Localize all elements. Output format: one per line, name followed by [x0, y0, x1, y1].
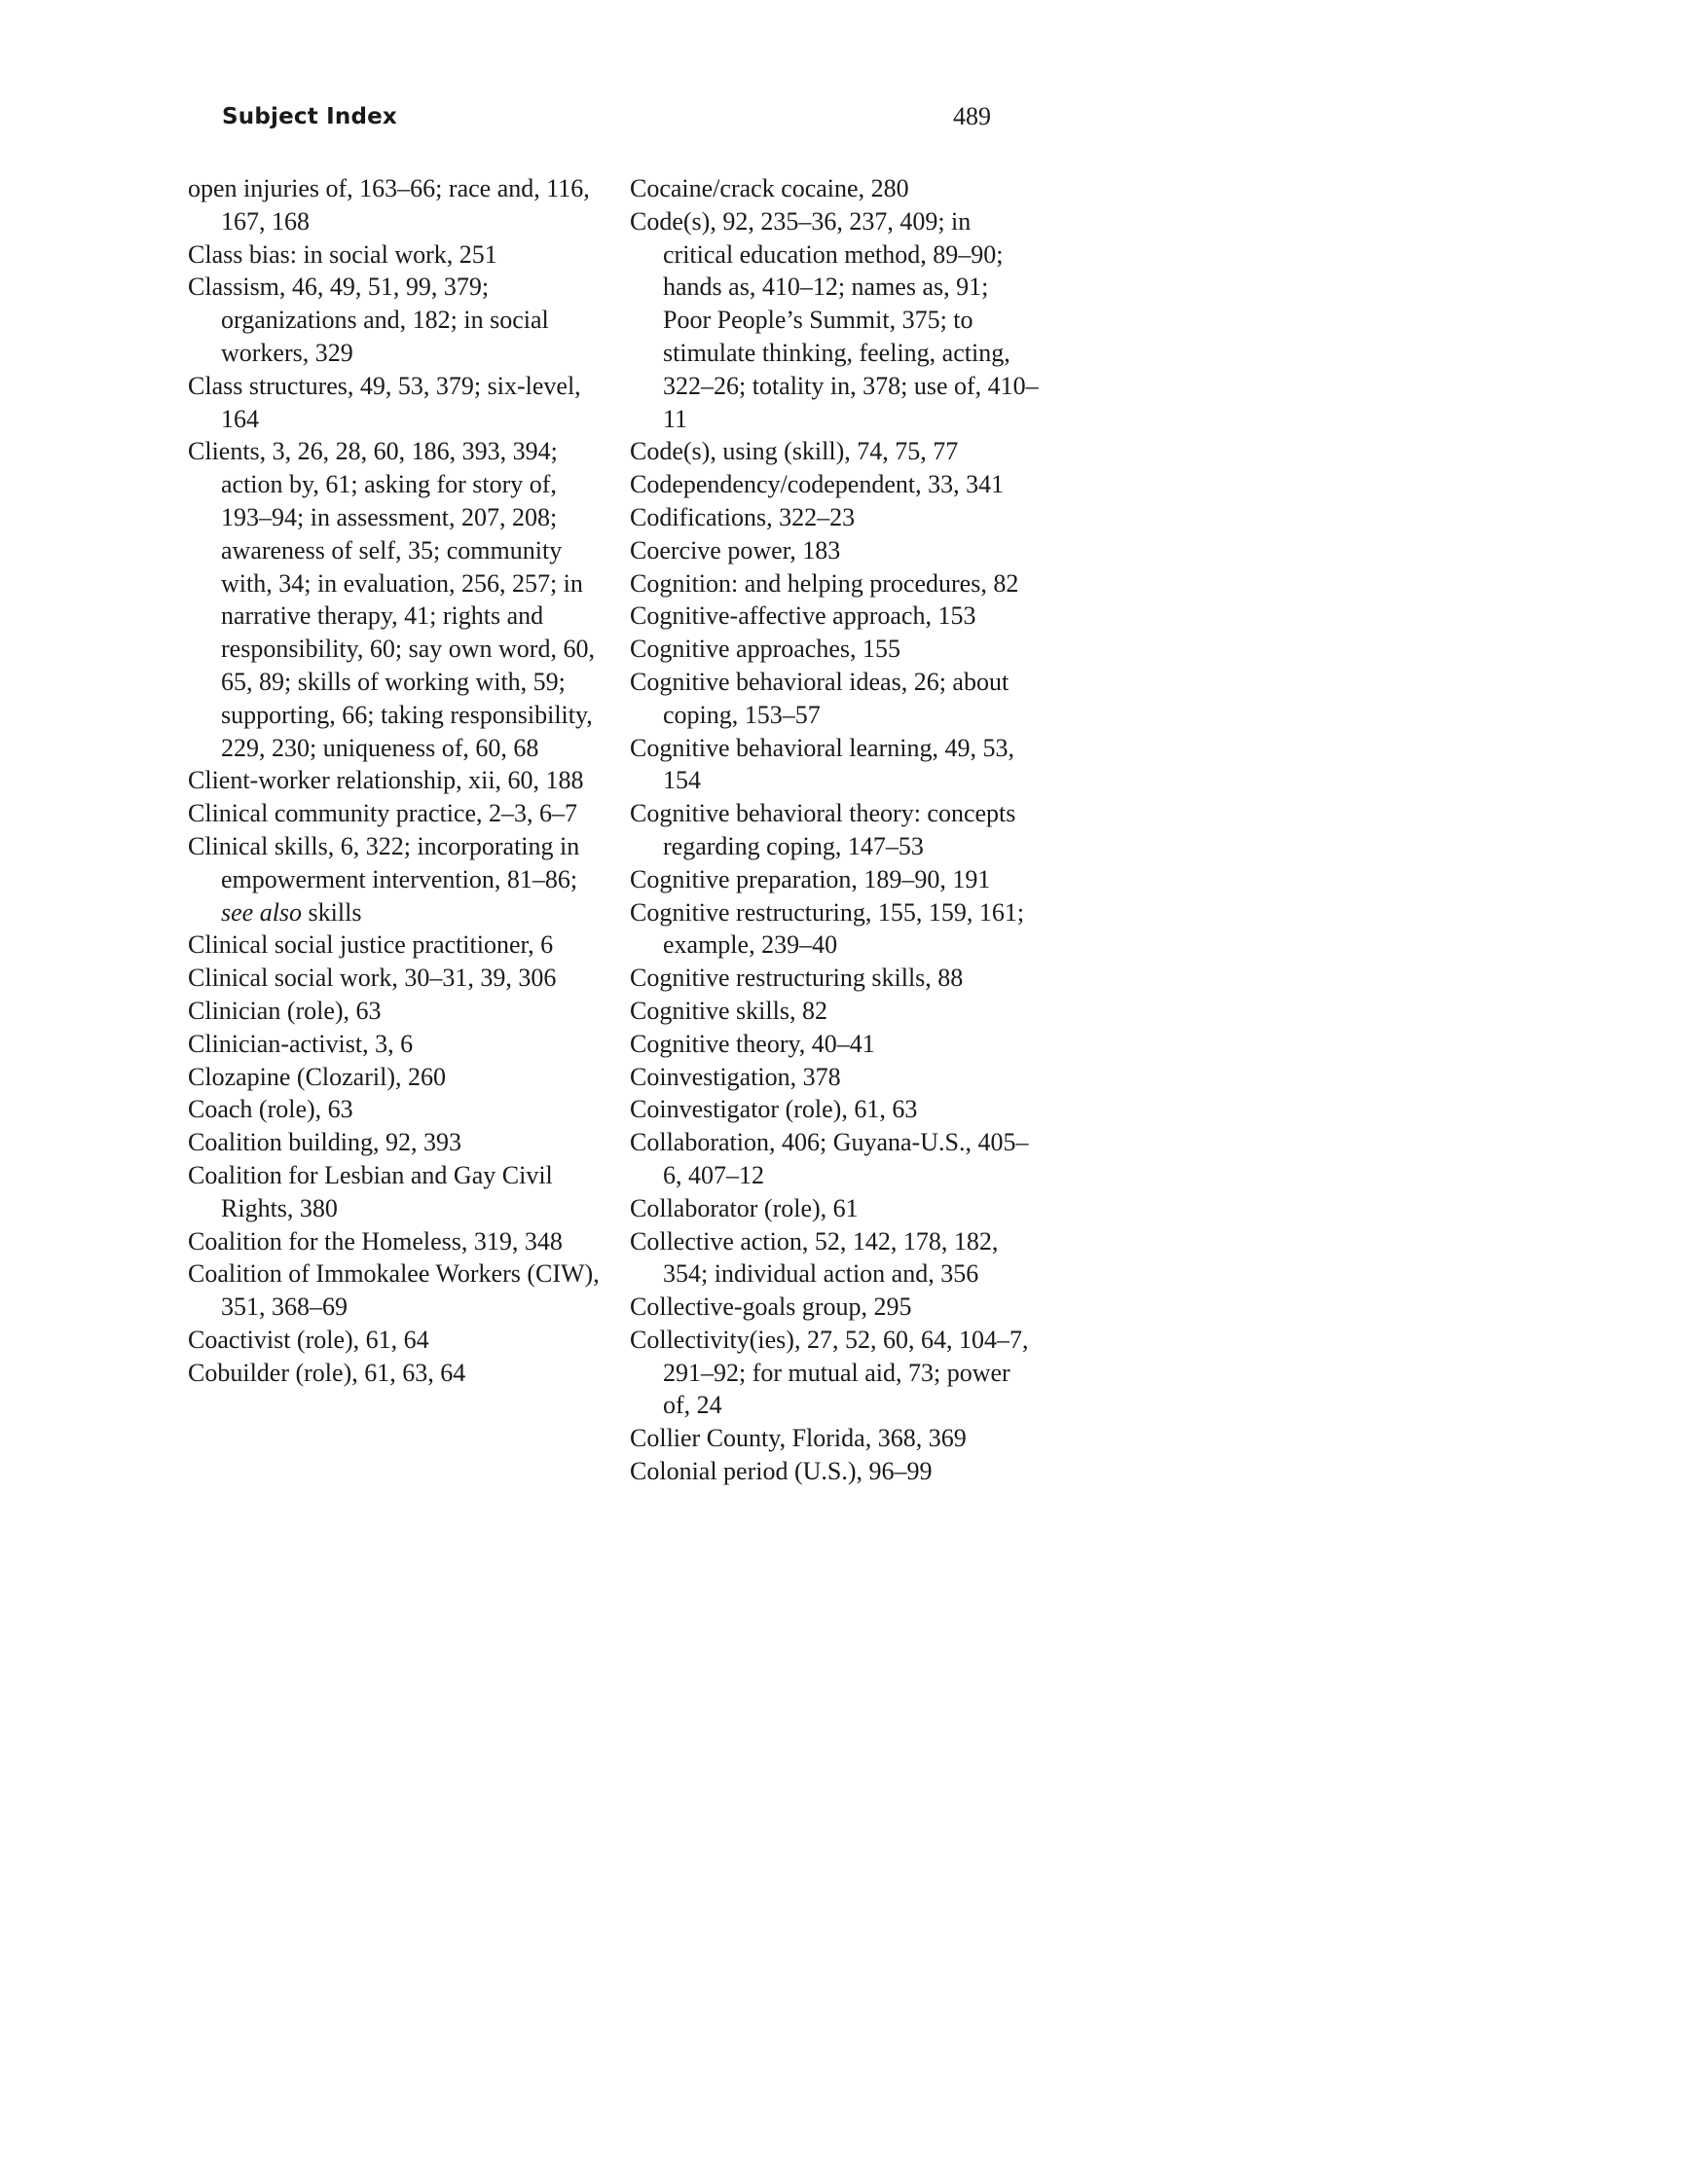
- index-entry: Collaborator (role), 61: [630, 1193, 859, 1222]
- index-entry: Cognitive behavioral ideas, 26; about coping, 153–57: [630, 667, 1009, 729]
- index-entry: Clinical community practice, 2–3, 6–7: [188, 799, 578, 828]
- index-entry: Class structures, 49, 53, 379; six-level, 164: [188, 371, 581, 433]
- index-entry: Cobuilder (role), 61, 63, 64: [188, 1358, 466, 1387]
- index-entry: open injuries of, 163–66; race and, 116, 167, 168: [188, 174, 590, 236]
- index-entry: Code(s), 92, 235–36, 237, 409; in critical education method, 89–90; hands as, 410–12; names as, 91; Poor People’s Summit, 375; to stimulate thinking, feeling, acting, 322–26; totality in, 378; use of, 410–11: [630, 206, 1039, 433]
- index-entry: Collectivity(ies), 27, 52, 60, 64, 104–7, 291–92; for mutual aid, 73; power of, 24: [630, 1325, 1029, 1420]
- index-entry: Clinical social work, 30–31, 39, 306: [188, 964, 557, 993]
- index-entry: Coalition for Lesbian and Gay Civil Rights, 380: [188, 1160, 553, 1222]
- index-entry-clinical-skills: [188, 830, 606, 928]
- index-column-left: [188, 172, 606, 1389]
- index-entry: Cocaine/crack cocaine, 280: [630, 174, 909, 202]
- index-entry-text: Clinical skills, 6, 322; incorporating in empowerment intervention, 81–86;: [188, 831, 580, 893]
- index-entry: Cognitive behavioral learning, 49, 53, 154: [630, 733, 1014, 795]
- index-entry: Cognitive skills, 82: [630, 996, 827, 1025]
- index-entry: Coinvestigator (role), 61, 63: [630, 1095, 918, 1124]
- index-column-right: [630, 172, 1039, 1488]
- cross-reference-label: see also: [221, 897, 303, 927]
- index-entry: Coalition building, 92, 393: [188, 1128, 461, 1157]
- index-entry: Coalition of Immokalee Workers (CIW), 351, 368–69: [188, 1259, 600, 1322]
- index-entry: Clinician (role), 63: [188, 996, 382, 1025]
- index-entry: Collier County, Florida, 368, 369: [630, 1424, 967, 1453]
- index-entry: Codifications, 322–23: [630, 502, 856, 531]
- index-entry: Coinvestigation, 378: [630, 1062, 841, 1091]
- index-entry: Cognitive restructuring, 155, 159, 161; example, 239–40: [630, 897, 1025, 960]
- index-entry: Clients, 3, 26, 28, 60, 186, 393, 394; action by, 61; asking for story of, 193–94; in assessment, 207, 208; awareness of self, 35; community with, 34; in evaluation, 256, 257; in narrative therapy, 41; rights and responsibility, 60; say own word, 60, 65, 89; skills of working with, 59; supporting, 66; taking responsibility, 229, 230; uniqueness of, 60, 68: [188, 437, 595, 762]
- index-entry: Collective-goals group, 295: [630, 1292, 912, 1322]
- section-title: Subject Index: [222, 104, 397, 129]
- index-entry: Coach (role), 63: [188, 1095, 353, 1124]
- index-entry: Clinician-activist, 3, 6: [188, 1029, 414, 1058]
- cross-reference-target: skills: [302, 897, 362, 927]
- index-entry: Class bias: in social work, 251: [188, 239, 497, 269]
- index-entry: Colonial period (U.S.), 96–99: [630, 1457, 933, 1486]
- index-entry: Collaboration, 406; Guyana-U.S., 405–6, 407–12: [630, 1128, 1029, 1189]
- index-entry: Classism, 46, 49, 51, 99, 379; organizations and, 182; in social workers, 329: [188, 273, 549, 367]
- index-entry: Cognitive-affective approach, 153: [630, 601, 976, 631]
- index-entry: Cognitive preparation, 189–90, 191: [630, 864, 991, 893]
- index-entry: Cognitive behavioral theory: concepts regarding coping, 147–53: [630, 799, 1016, 860]
- index-entry: Cognitive approaches, 155: [630, 635, 900, 664]
- index-entry: Coalition for the Homeless, 319, 348: [188, 1226, 563, 1256]
- running-head: [222, 97, 991, 136]
- index-entry: Clinical social justice practitioner, 6: [188, 930, 554, 960]
- index-entry: Cognitive theory, 40–41: [630, 1029, 875, 1058]
- index-entry: Cognition: and helping procedures, 82: [630, 568, 1019, 598]
- index-entry: Codependency/codependent, 33, 341: [630, 470, 1005, 499]
- index-entry: Clozapine (Clozaril), 260: [188, 1062, 446, 1091]
- page-number: 489: [953, 102, 991, 130]
- index-entry: Client-worker relationship, xii, 60, 188: [188, 766, 584, 795]
- index-entry: Cognitive restructuring skills, 88: [630, 964, 964, 993]
- index-entry: Coercive power, 183: [630, 535, 841, 564]
- index-entry: Coactivist (role), 61, 64: [188, 1325, 429, 1354]
- index-entry: Code(s), using (skill), 74, 75, 77: [630, 437, 959, 466]
- index-entry: Collective action, 52, 142, 178, 182, 354; individual action and, 356: [630, 1226, 999, 1289]
